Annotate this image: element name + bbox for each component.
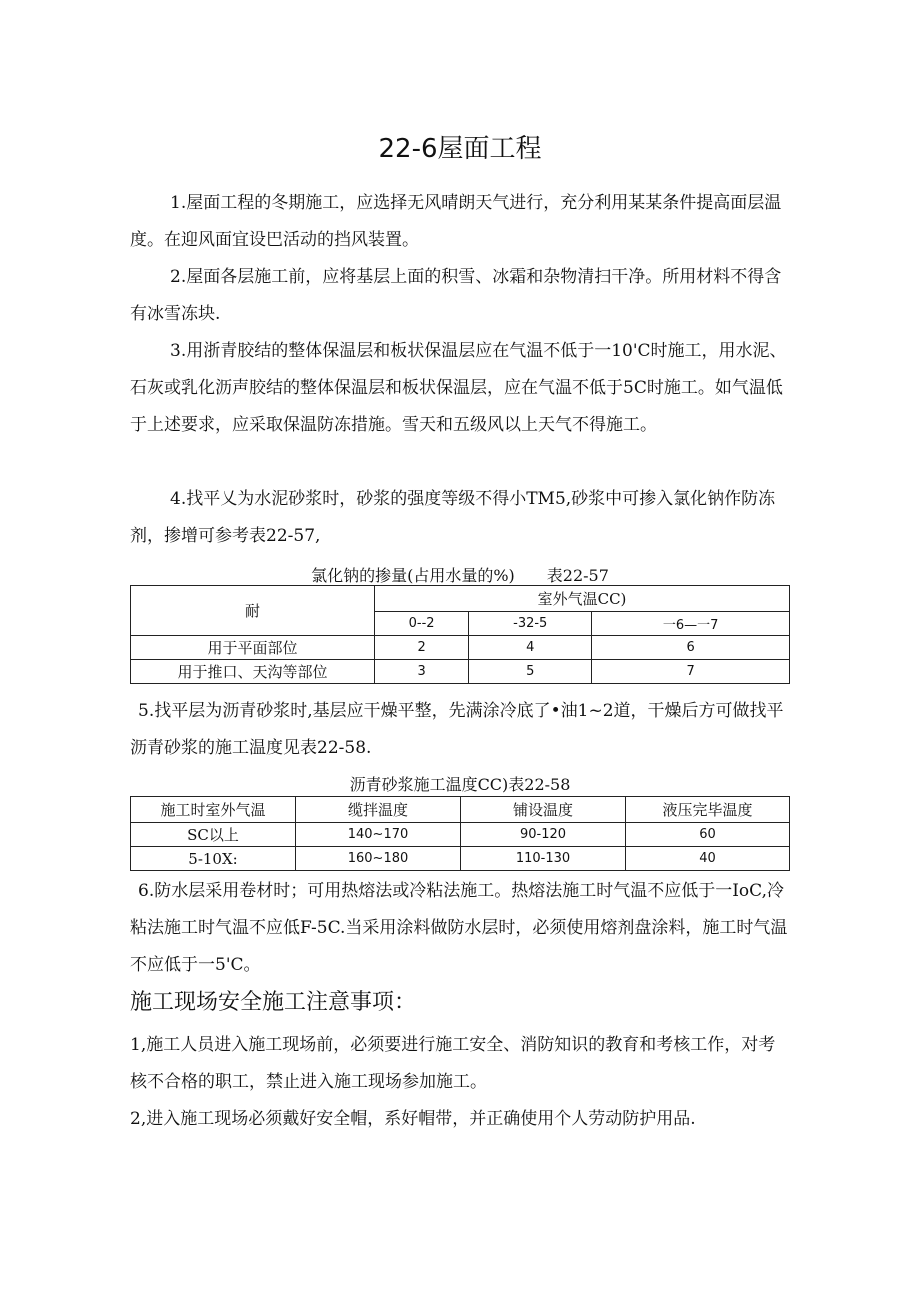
- table1-row-label: 用于推口、天沟等部位: [131, 660, 375, 684]
- paragraph-1: 1.屋面工程的冬期施工，应选择无风晴朗天气进行，充分利用某某条件提高面层温度。在迎风面宜设巴活动的挡风装置。: [130, 193, 782, 250]
- table2-cell: 5-10X:: [131, 847, 296, 871]
- table1-row-header: 耐: [131, 586, 375, 636]
- table1-col-header: -32-5: [469, 612, 592, 636]
- table2-header: 施工时室外气温: [131, 797, 296, 823]
- table1-cell: 3: [375, 660, 469, 684]
- table2-header: 液压完毕温度: [626, 797, 790, 823]
- table-row: [131, 847, 790, 871]
- table1-col-header: 一6—一7: [592, 612, 790, 636]
- safety-heading: 施工现场安全施工注意事项：: [130, 990, 417, 1015]
- table2-cell: 160~180: [296, 847, 461, 871]
- table1-group-header: 室外气温CC): [375, 586, 790, 612]
- table1-cell: 6: [592, 636, 790, 660]
- page-title: 22-6屋面工程: [378, 134, 542, 164]
- paragraph-5: 5.找平层为沥青砂浆时,基层应干燥平整，先满涂冷底了•油1~2道，干燥后方可做找平沥青砂浆的施工温度见表22-58.: [130, 701, 784, 758]
- table2-header: 铺设温度: [461, 797, 626, 823]
- paragraph-6: 6.防水层采用卷材时；可用热熔法或冷粘法施工。热熔法施工时气温不应低于一IoC,冷粘法施工时气温不应低F-5C.当采用涂料做防水层时，必须使用熔剂盘涂料，施工时气温不应低于一5'C。: [130, 881, 788, 975]
- paragraph-3: 3.用浙青胶结的整体保温层和板状保温层应在气温不低于一10'C时施工，用水泥、石灰或乳化沥声胶结的整体保温层和板状保温层，应在气温不低于5C时施工。如气温低于上述要求，应采取保温防冻措施。雪天和五级风以上天气不得施工。: [130, 341, 787, 435]
- table-row: [131, 823, 790, 847]
- safety-item-1: 1,施工人员进入施工现场前，必须要进行施工安全、消防知识的教育和考核工作，对考核不合格的职工，禁止进入施工现场参加施工。: [130, 1035, 776, 1092]
- table1-row-label: 用于平面部位: [131, 636, 375, 660]
- table2-cell: 140~170: [296, 823, 461, 847]
- table2-cell: SC以上: [131, 823, 296, 847]
- paragraph-2: 2.屋面各层施工前，应将基层上面的积雪、冰霜和杂物清扫干净。所用材料不得含有冰雪冻块.: [130, 267, 782, 324]
- table1-caption: 氯化钠的掺量(占用水量的%) 表22-57: [311, 566, 609, 585]
- table1-cell: 2: [375, 636, 469, 660]
- table2-header: 缆拌温度: [296, 797, 461, 823]
- table2-cell: 60: [626, 823, 790, 847]
- table-22-57: [130, 585, 790, 684]
- table2-caption: 沥青砂浆施工温度CC)表22-58: [349, 775, 571, 794]
- table-row: [131, 636, 790, 660]
- table1-cell: 5: [469, 660, 592, 684]
- table2-cell: 110-130: [461, 847, 626, 871]
- table2-cell: 40: [626, 847, 790, 871]
- table2-cell: 90-120: [461, 823, 626, 847]
- safety-item-2: 2,进入施工现场必须戴好安全帽，系好帽带，并正确使用个人劳动防护用品.: [130, 1109, 696, 1129]
- table-row: [131, 660, 790, 684]
- table-22-58: [130, 796, 790, 871]
- table1-cell: 7: [592, 660, 790, 684]
- table1-col-header: 0--2: [375, 612, 469, 636]
- paragraph-4: 4.找平乂为水泥砂浆时，砂浆的强度等级不得小TM5,砂浆中可掺入氯化钠作防冻剂，掺增可参考表22-57,: [130, 489, 776, 546]
- table1-cell: 4: [469, 636, 592, 660]
